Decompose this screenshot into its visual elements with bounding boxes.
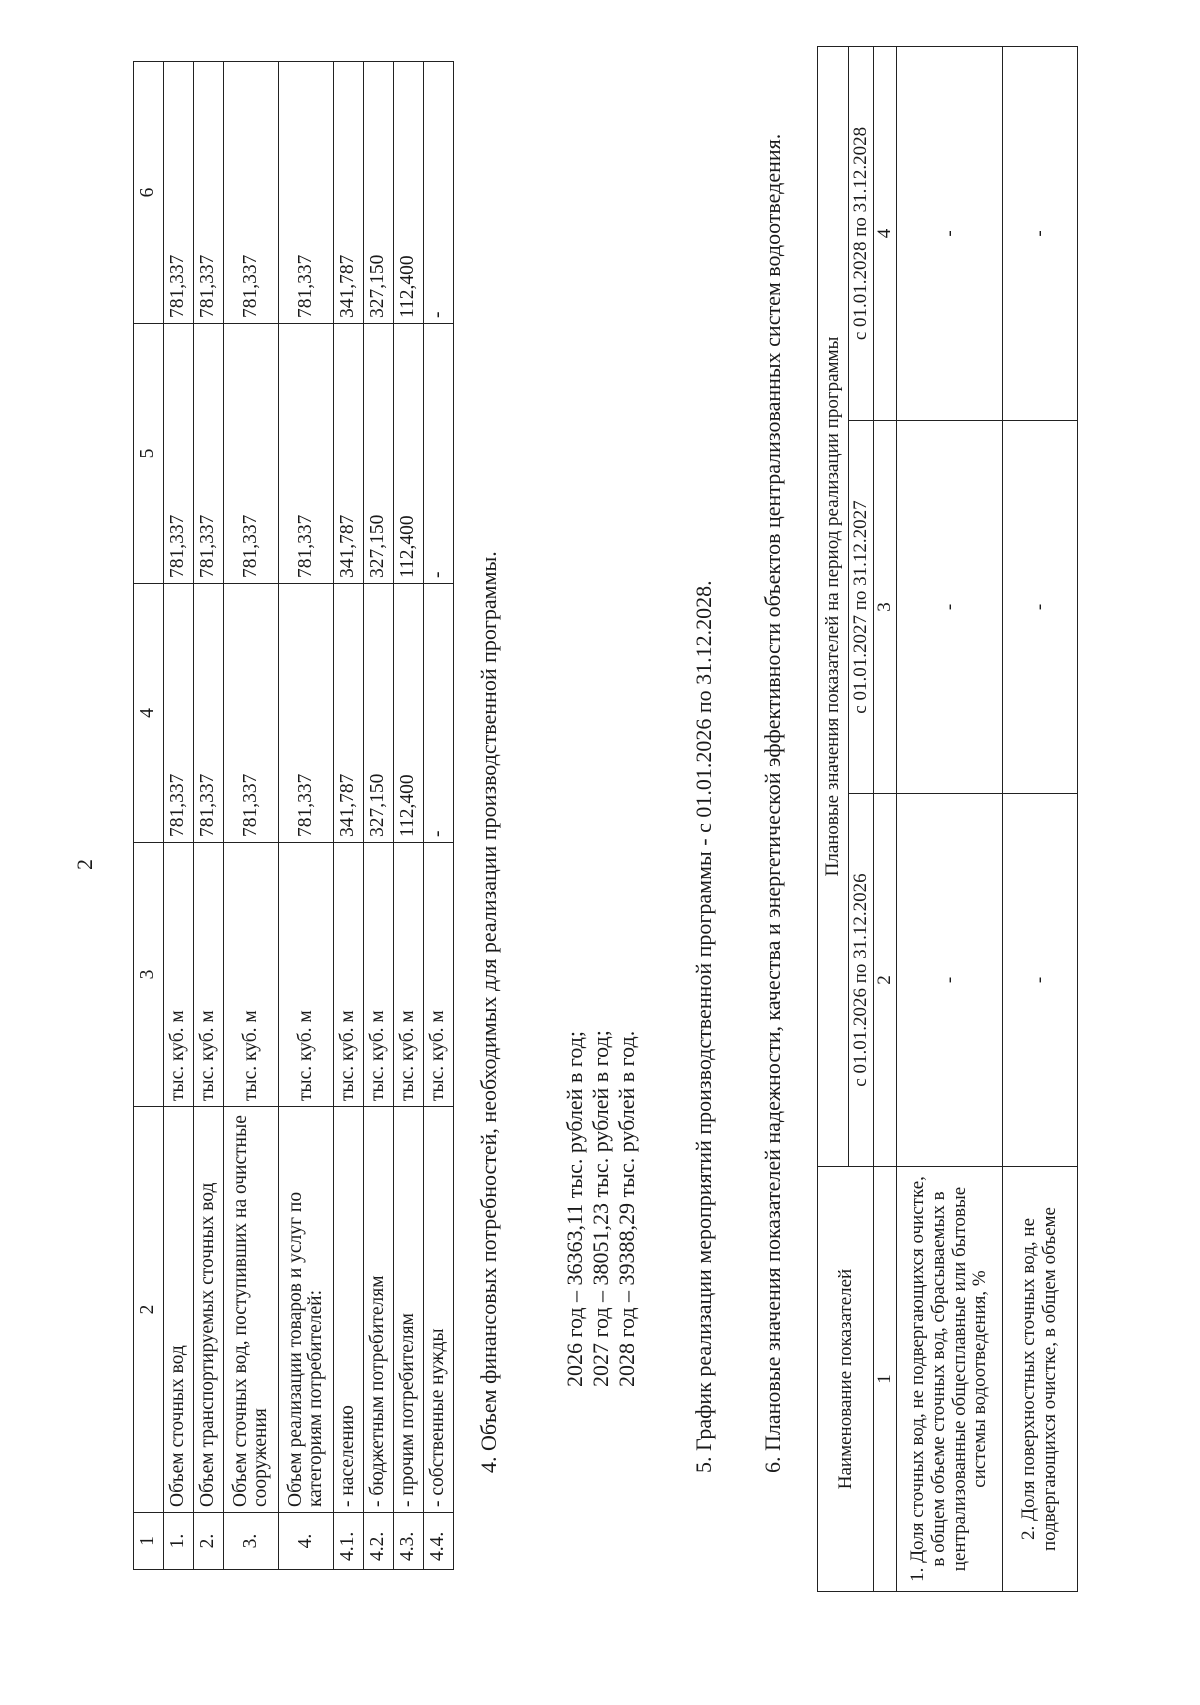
row-value: 341,787 xyxy=(334,324,364,584)
financing-year-2028: 2028 год – 39388,29 тыс. рублей в год. xyxy=(614,1030,639,1387)
table1-header-cell: 3 xyxy=(134,843,164,1107)
row-value: 781,337 xyxy=(279,584,334,843)
row-value: 781,337 xyxy=(224,584,279,843)
section-4-heading: 4. Объем финансовых потребностей, необходимых для реализации производственной программы. xyxy=(476,551,501,1473)
period-2027: с 01.01.2027 по 31.12.2027 xyxy=(849,421,874,794)
column-number: 1 xyxy=(874,1167,897,1592)
row-unit: тыс. куб. м xyxy=(224,843,279,1107)
row-number: 1. xyxy=(164,1513,194,1570)
row-number: 4.2. xyxy=(364,1513,394,1570)
table1-header-cell: 4 xyxy=(134,584,164,843)
indicator-value: - xyxy=(897,421,1003,794)
indicator-value: - xyxy=(1003,46,1078,420)
table2-header-row xyxy=(818,46,849,1591)
planned-period-header: Плановые значения показателей на период реализации программы xyxy=(818,46,849,1166)
row-value: 112,400 xyxy=(394,62,424,324)
row-value: 781,337 xyxy=(164,324,194,584)
row-name: - собственные нужды xyxy=(424,1107,454,1513)
table-row xyxy=(279,62,334,1570)
production-volume-table xyxy=(133,61,454,1570)
row-name: - населению xyxy=(334,1107,364,1513)
financing-years-list xyxy=(562,1030,640,1387)
row-value: - xyxy=(424,62,454,324)
row-number: 3. xyxy=(224,1513,279,1570)
row-value: 781,337 xyxy=(194,584,224,843)
row-value: 781,337 xyxy=(164,584,194,843)
row-name: - прочим потребителям xyxy=(394,1107,424,1513)
table-row xyxy=(897,46,1003,1591)
row-number: 4.4. xyxy=(424,1513,454,1570)
row-value: 781,337 xyxy=(164,62,194,324)
row-number: 4.3. xyxy=(394,1513,424,1570)
table-row xyxy=(334,62,364,1570)
row-name: Объем сточных вод, поступивших на очистные сооружения xyxy=(224,1107,279,1513)
row-value: 781,337 xyxy=(224,62,279,324)
indicator-name: 1. Доля сточных вод, не подвергающихся очистке, в общем объеме сточных вод, сбрасываемых в централизованные общесплавные или бытовые системы водоотведения, % xyxy=(897,1167,1003,1592)
row-number: 2. xyxy=(194,1513,224,1570)
table1-header-cell: 6 xyxy=(134,62,164,324)
indicator-name-header: Наименование показателей xyxy=(818,1167,874,1592)
indicator-name: 2. Доля поверхностных сточных вод, не подвергающихся очистке, в общем объеме xyxy=(1003,1167,1078,1592)
financing-year-2026: 2026 год – 36363,11 тыс. рублей в год; xyxy=(562,1031,587,1387)
indicators-table xyxy=(817,46,1078,1592)
row-value: 327,150 xyxy=(364,324,394,584)
column-number: 4 xyxy=(874,46,897,420)
section-5-heading: 5. График реализации мероприятий производственной программы - с 01.01.2026 по 31.12.2028. xyxy=(691,580,716,1473)
row-number: 4. xyxy=(279,1513,334,1570)
row-value: 781,337 xyxy=(194,62,224,324)
row-unit: тыс. куб. м xyxy=(364,843,394,1107)
column-number: 3 xyxy=(874,421,897,794)
row-value: 341,787 xyxy=(334,584,364,843)
row-unit: тыс. куб. м xyxy=(164,843,194,1107)
indicator-value: - xyxy=(897,46,1003,420)
table-row xyxy=(164,62,194,1570)
table2-number-row xyxy=(874,46,897,1591)
section-6-heading: 6. Плановые значения показателей надежности, качества и энергетической эффективности объектов централизованных систем водоотведения. xyxy=(760,133,785,1473)
table-row xyxy=(1003,46,1078,1591)
row-value: - xyxy=(424,584,454,843)
period-2026: с 01.01.2026 по 31.12.2026 xyxy=(849,794,874,1167)
row-unit: тыс. куб. м xyxy=(394,843,424,1107)
row-value: 781,337 xyxy=(224,324,279,584)
row-value: - xyxy=(424,324,454,584)
indicator-value: - xyxy=(1003,794,1078,1167)
row-value: 327,150 xyxy=(364,62,394,324)
table1-header-cell: 5 xyxy=(134,324,164,584)
table1-header-row xyxy=(134,62,164,1570)
row-unit: тыс. куб. м xyxy=(279,843,334,1107)
page-number: 2 xyxy=(72,859,97,870)
row-value: 112,400 xyxy=(394,584,424,843)
row-unit: тыс. куб. м xyxy=(334,843,364,1107)
row-name: Объем транспортируемых сточных вод xyxy=(194,1107,224,1513)
row-value: 781,337 xyxy=(279,62,334,324)
table-row xyxy=(424,62,454,1570)
indicator-value: - xyxy=(1003,421,1078,794)
row-value: 327,150 xyxy=(364,584,394,843)
row-value: 781,337 xyxy=(279,324,334,584)
indicator-value: - xyxy=(897,794,1003,1167)
table1-header-cell: 2 xyxy=(134,1107,164,1513)
column-number: 2 xyxy=(874,794,897,1167)
financing-year-2027: 2027 год – 38051,23 тыс. рублей в год; xyxy=(588,1030,613,1387)
period-2028: с 01.01.2028 по 31.12.2028 xyxy=(849,46,874,420)
table1-header-cell: 1 xyxy=(134,1513,164,1570)
table-row xyxy=(364,62,394,1570)
row-unit: тыс. куб. м xyxy=(424,843,454,1107)
table-row xyxy=(194,62,224,1570)
row-number: 4.1. xyxy=(334,1513,364,1570)
row-value: 341,787 xyxy=(334,62,364,324)
table-row xyxy=(224,62,279,1570)
row-name: Объем сточных вод xyxy=(164,1107,194,1513)
row-unit: тыс. куб. м xyxy=(194,843,224,1107)
table-row xyxy=(394,62,424,1570)
row-value: 112,400 xyxy=(394,324,424,584)
row-value: 781,337 xyxy=(194,324,224,584)
row-name: Объем реализации товаров и услуг по категориям потребителей: xyxy=(279,1107,334,1513)
row-name: - бюджетным потребителям xyxy=(364,1107,394,1513)
